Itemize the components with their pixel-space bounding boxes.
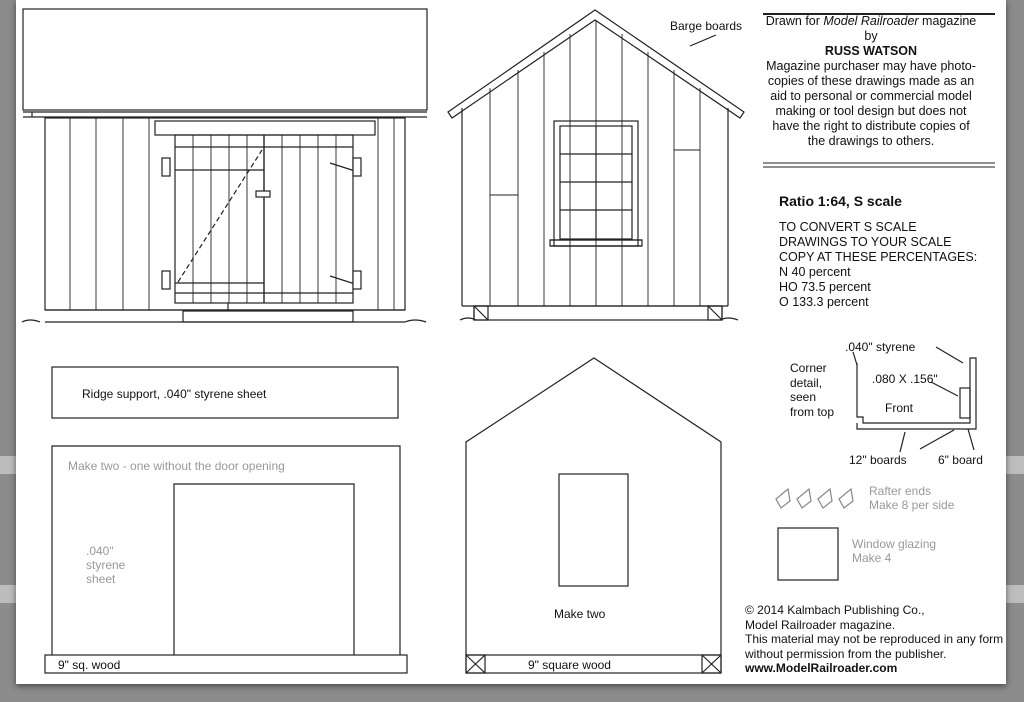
rafter-ends — [776, 489, 853, 508]
styrene-line: sheet — [86, 572, 116, 586]
conversion-ho: HO 73.5 percent — [779, 280, 871, 294]
corner-line: Corner — [790, 361, 827, 375]
credit-by: by — [864, 29, 878, 43]
square-wood-right-label: 9" square wood — [528, 658, 611, 672]
instruction-line: DRAWINGS TO YOUR SCALE — [779, 235, 952, 249]
copyright-line: Model Railroader magazine. — [745, 617, 896, 632]
scale-title: Ratio 1:64, S scale — [779, 193, 902, 209]
styrene-040-label: .040" styrene — [845, 340, 916, 354]
rafter-line: Make 8 per side — [869, 498, 955, 512]
sq-wood-left-label: 9" sq. wood — [58, 658, 121, 672]
corner-detail — [853, 347, 976, 452]
copyright-line: without permission from the publisher. — [745, 646, 947, 661]
conversion-n: N 40 percent — [779, 265, 851, 279]
credit-magazine: Model Railroader — [823, 14, 919, 28]
board-6-label: 6" board — [938, 453, 983, 467]
corner-line: seen — [790, 390, 817, 404]
strip-080-label: .080 X .156" — [872, 372, 938, 386]
notice-line: have the right to distribute copies of — [772, 119, 970, 133]
credit-block — [748, 14, 994, 149]
boards-12-label: 12" boards — [849, 453, 907, 467]
instruction-line: TO CONVERT S SCALE — [779, 220, 917, 234]
window-glazing-part — [778, 528, 838, 580]
door-header — [155, 121, 375, 135]
side-elevation — [448, 10, 744, 320]
notice-line: aid to personal or commercial model — [770, 89, 972, 103]
styrene-line: .040" — [86, 544, 114, 558]
credit-author: RUSS WATSON — [824, 44, 918, 58]
make-two-label: Make two — [554, 607, 606, 621]
rafter-ends-label — [869, 484, 954, 512]
glazing-line: Make 4 — [852, 551, 892, 565]
conversion-block — [779, 220, 977, 310]
front-label: Front — [885, 401, 914, 415]
door-step — [183, 311, 353, 322]
roof — [23, 9, 427, 110]
barge-boards-label: Barge boards — [670, 19, 743, 33]
credit-prefix: Drawn for — [765, 14, 824, 28]
instruction-line: COPY AT THESE PERCENTAGES: — [779, 250, 978, 264]
website-link[interactable]: www.ModelRailroader.com — [745, 661, 898, 675]
conversion-o: O 133.3 percent — [779, 295, 869, 309]
credit-suffix: magazine — [918, 14, 977, 28]
credit-line1 — [748, 14, 994, 29]
make-two-one-label: Make two - one without the door opening — [68, 459, 285, 473]
notice-line: copies of these drawings made as an — [767, 74, 975, 88]
notice-line: the drawings to others. — [807, 134, 935, 148]
styrene-line: styrene — [86, 558, 126, 572]
copyright-block — [745, 603, 1003, 676]
front-elevation — [22, 9, 427, 322]
notice-line: making or tool design but does not — [775, 104, 967, 118]
copyright-line: This material may not be reproduced in any form — [745, 632, 1004, 646]
corner-line: from top — [790, 404, 835, 419]
copyright-line: © 2014 Kalmbach Publishing Co., — [745, 603, 925, 617]
styrene-sheet-label — [86, 544, 125, 586]
corner-line: detail, — [790, 375, 823, 390]
glazing-line: Window glazing — [852, 537, 937, 551]
side-wall-pattern — [466, 358, 721, 673]
window-glazing-label — [852, 537, 936, 565]
rafter-line: Rafter ends — [869, 484, 932, 498]
corner-detail-label — [790, 361, 834, 419]
notice-line: Magazine purchaser may have photo- — [766, 59, 976, 73]
ridge-support-label: Ridge support, .040" styrene sheet — [82, 387, 267, 401]
